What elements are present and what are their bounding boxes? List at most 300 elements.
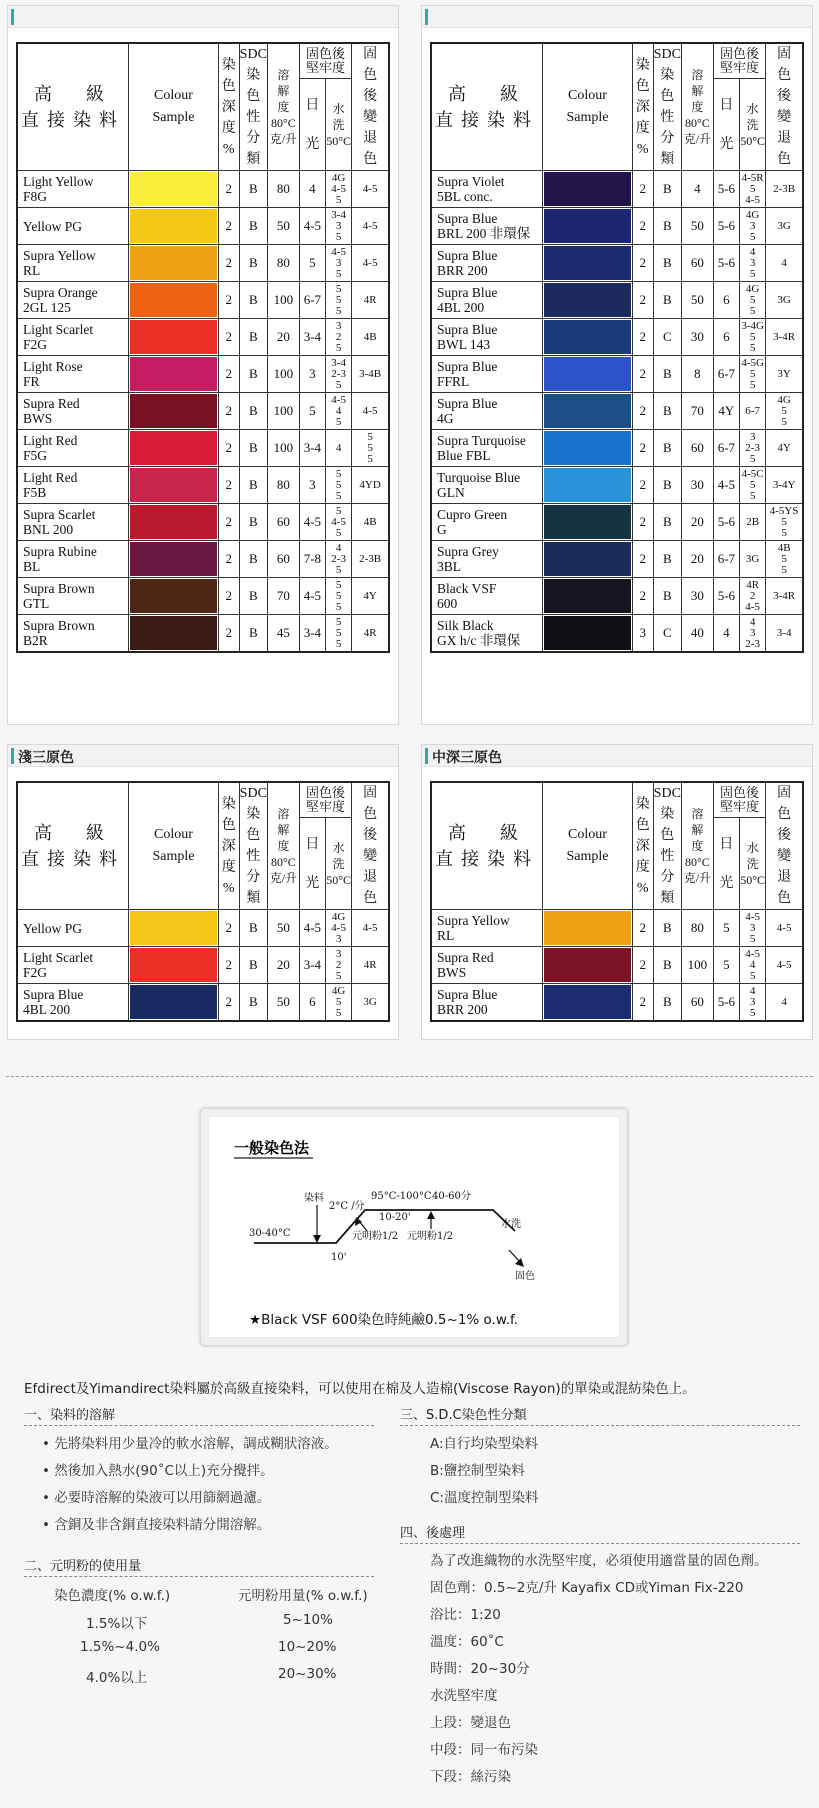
fade-value — [766, 467, 803, 504]
colour-swatch — [543, 319, 633, 356]
colour-swatch — [543, 430, 633, 467]
s4-line: 浴比：1:20 — [430, 1607, 501, 1623]
sdc-value: B — [653, 947, 681, 984]
value-line: 5 — [367, 430, 373, 443]
header-text: 性 — [660, 849, 675, 864]
panel-bar — [8, 745, 398, 767]
value-line: 3G — [745, 552, 760, 565]
depth-value: 2 — [632, 984, 653, 1022]
section-1-title: 一、染料的溶解 — [24, 1404, 374, 1426]
sdc-value: B — [239, 984, 267, 1022]
header-text: 光 — [719, 136, 734, 152]
depth-value: 3 — [632, 615, 653, 653]
header-text: 色 — [246, 89, 261, 104]
header-text: % — [222, 141, 235, 157]
solubility-value: 80 — [682, 910, 714, 947]
dye-name — [17, 615, 129, 653]
table-row — [17, 504, 389, 541]
value-line: B2R — [23, 633, 48, 648]
light-fastness-value: 5-6 — [713, 984, 739, 1022]
colour-swatch — [543, 504, 633, 541]
value-line: F5B — [23, 485, 47, 500]
header-text: 變 — [363, 849, 378, 864]
value-line: FFRL — [437, 374, 470, 389]
value-line: 3 — [749, 921, 756, 934]
value-line: 4G — [331, 910, 346, 923]
sdc-value: B — [653, 171, 681, 208]
dye-name — [431, 541, 543, 578]
header-text: 度 — [635, 120, 650, 136]
dye-name — [431, 208, 543, 245]
value-line: 4Y — [363, 589, 377, 602]
header-text: 色 — [777, 807, 792, 822]
value-line: 4-5 — [362, 404, 378, 417]
label-salt-2: 元明粉1/2 — [407, 1231, 454, 1242]
light-fastness-value: 5-6 — [713, 578, 739, 615]
value-line: 3 — [749, 219, 756, 232]
header-dye-name: 高 級 直接染料 — [431, 43, 543, 171]
solubility-value: 100 — [268, 356, 300, 393]
header-fade — [766, 43, 803, 171]
dye-name — [17, 245, 129, 282]
fade-value — [766, 910, 803, 947]
value-line: F2G — [23, 337, 48, 352]
value-line: 4Y — [777, 441, 791, 454]
value-line: Supra Grey — [437, 544, 499, 559]
sdc-value: B — [239, 578, 267, 615]
sdc-value: B — [239, 319, 267, 356]
solubility-value: 30 — [682, 467, 714, 504]
value-line: Light Red — [23, 470, 78, 485]
value-line: 4-5 — [331, 921, 346, 934]
header-text: 性 — [246, 849, 261, 864]
header-text: 退 — [363, 870, 378, 885]
dye-name — [17, 947, 129, 984]
value-line: 3 — [335, 219, 342, 232]
value-line: 4-5 — [776, 958, 792, 971]
value-line: 3 — [749, 995, 756, 1008]
fade-value — [352, 615, 389, 653]
s4-line: 時間：20~30分 — [430, 1661, 530, 1677]
header-text: % — [636, 880, 649, 896]
dye-name — [431, 245, 543, 282]
dye-table — [16, 42, 390, 653]
fade-value — [766, 171, 803, 208]
s4-line: 為了改進織物的水洗堅牢度，必須使用適當量的固色劑。 — [430, 1553, 768, 1569]
header-text: SDC — [653, 786, 681, 801]
s1-item: • 然後加入熱水(90˚C以上)充分攪拌。 — [42, 1463, 274, 1479]
header-text: 色 — [635, 817, 650, 833]
sdc-value: B — [239, 245, 267, 282]
table-row — [431, 504, 803, 541]
value-line: 2 — [335, 958, 342, 971]
header-fastness: 固色後堅牢度 — [713, 782, 766, 818]
wash-fastness-value — [739, 245, 765, 282]
header-text: 解 — [277, 823, 290, 837]
value-line: 5 — [781, 526, 787, 539]
value-line: 4-5YS — [769, 504, 799, 517]
value-line: 4 — [749, 958, 756, 971]
solubility-value: 60 — [682, 984, 714, 1022]
light-fastness-value: 4-5 — [299, 504, 325, 541]
header-text: 後 — [363, 89, 378, 104]
colour-swatch — [543, 615, 633, 653]
s2-cell: 5~10% — [283, 1612, 333, 1628]
table-row — [431, 984, 803, 1022]
value-line: 3 — [335, 932, 342, 945]
colour-swatch — [129, 208, 219, 245]
value-line: 4YD — [359, 478, 381, 491]
fade-value — [766, 393, 803, 430]
light-fastness-value: 6 — [713, 319, 739, 356]
header-depth — [218, 782, 239, 910]
panel-bar — [8, 6, 398, 28]
value-line: 3Y — [777, 367, 791, 380]
value-line: Light Red — [23, 433, 78, 448]
fade-value — [352, 984, 389, 1022]
header-text: 50°C — [740, 133, 766, 148]
header-light — [299, 818, 325, 910]
table-row — [17, 430, 389, 467]
table-panel-high-grade-2 — [421, 5, 813, 725]
table-row — [431, 578, 803, 615]
value-line: Supra Blue — [437, 285, 498, 300]
value-line: 5 — [749, 378, 756, 391]
fade-value — [766, 984, 803, 1022]
depth-value: 2 — [632, 910, 653, 947]
header-light — [713, 818, 739, 910]
light-fastness-value: 6-7 — [713, 541, 739, 578]
label-temp-start: 30-40°C — [249, 1228, 291, 1239]
colour-swatch — [129, 282, 219, 319]
header-wash — [739, 79, 765, 171]
sdc-value: B — [239, 615, 267, 653]
solubility-value: 45 — [268, 615, 300, 653]
header-text: SDC — [239, 786, 267, 801]
solubility-value: 50 — [268, 910, 300, 947]
header-text: 克/升 — [269, 132, 298, 146]
header-text: % — [636, 141, 649, 157]
value-line: 5 — [781, 404, 787, 417]
s2-cell: 20~30% — [278, 1666, 337, 1682]
depth-value: 2 — [632, 245, 653, 282]
value-line: 4 — [749, 984, 756, 997]
header-light — [299, 79, 325, 171]
value-line: 4BL 200 — [23, 1002, 71, 1017]
section-4-title: 四、後處理 — [400, 1522, 800, 1544]
sdc-value: B — [653, 467, 681, 504]
header-text: 深 — [221, 838, 236, 854]
header-text: 日 — [305, 97, 320, 113]
value-line: BRL 200 非環保 — [437, 226, 531, 241]
wash-fastness-value — [325, 615, 351, 653]
value-line: Light Scarlet — [23, 950, 94, 965]
header-text: 解 — [691, 823, 704, 837]
value-line: BWS — [437, 965, 467, 980]
wash-fastness-value — [739, 208, 765, 245]
light-fastness-value: 6 — [299, 984, 325, 1022]
sdc-value: B — [653, 541, 681, 578]
colour-swatch — [543, 245, 633, 282]
dyeing-process-inner — [208, 1116, 620, 1338]
header-text: 後 — [363, 828, 378, 843]
value-line: 4 — [335, 441, 342, 454]
dye-name — [431, 282, 543, 319]
header-text: 色 — [363, 152, 378, 167]
wash-fastness-value — [325, 910, 351, 947]
dye-table — [430, 42, 804, 653]
table-row — [431, 282, 803, 319]
solubility-value: 50 — [268, 208, 300, 245]
light-fastness-value: 5 — [299, 245, 325, 282]
dye-arrow-head — [313, 1235, 321, 1243]
header-text: 80°C — [270, 116, 296, 130]
s2-header: 元明粉用量(% o.w.f.) — [238, 1588, 368, 1604]
colour-swatch — [129, 467, 219, 504]
header-text: 染 — [635, 796, 650, 812]
label-rate: 2°C /分 — [329, 1201, 365, 1212]
value-line: Yellow PG — [23, 218, 83, 234]
header-text: 變 — [777, 110, 792, 125]
fade-value — [766, 319, 803, 356]
value-line: 4-5 — [331, 515, 346, 528]
value-line: 5 — [335, 304, 342, 317]
colour-swatch — [543, 467, 633, 504]
header-text: 分 — [246, 870, 261, 885]
header-solubility — [268, 43, 300, 171]
sdc-value: B — [239, 282, 267, 319]
value-line: 2-3 — [331, 367, 346, 380]
value-line: 2-3 — [745, 441, 760, 454]
header-text: 分 — [660, 131, 675, 146]
value-line: 4-5 — [745, 910, 760, 923]
value-line: F2G — [23, 965, 48, 980]
value-line: Supra Scarlet — [23, 507, 96, 522]
light-fastness-value: 3-4 — [299, 615, 325, 653]
panel-bar — [422, 745, 812, 767]
header-text: 度 — [221, 120, 236, 136]
value-line: 3G — [363, 995, 377, 1008]
value-line: 5 — [749, 1006, 756, 1019]
value-line: G — [437, 522, 447, 537]
fade-value — [766, 615, 803, 653]
header-text: 退 — [777, 131, 792, 146]
header-text: 解 — [691, 84, 704, 98]
wash-fastness-value — [325, 504, 351, 541]
value-line: 5 — [749, 452, 756, 465]
table-row — [431, 356, 803, 393]
header-wash — [325, 79, 351, 171]
sdc-value: B — [653, 430, 681, 467]
sdc-value: B — [239, 467, 267, 504]
wash-fastness-value — [739, 541, 765, 578]
header-text: 染 — [660, 807, 675, 822]
value-line: 5 — [749, 182, 756, 195]
panel-title: 中深三原色 — [432, 750, 502, 766]
header-text: % — [222, 880, 235, 896]
depth-value: 2 — [218, 467, 239, 504]
header-text: 染 — [221, 57, 236, 73]
value-line: 4G — [745, 282, 760, 295]
s2-header: 染色濃度(% o.w.f.) — [54, 1588, 171, 1604]
header-text: 色 — [777, 152, 792, 167]
table-row — [431, 615, 803, 653]
wash-fastness-value — [325, 319, 351, 356]
header-text: 染 — [246, 68, 261, 83]
depth-value: 2 — [632, 171, 653, 208]
section-2-title: 二、元明粉的使用量 — [24, 1555, 374, 1577]
value-line: 5 — [749, 293, 756, 306]
value-line: 5 — [335, 589, 342, 602]
value-line: 3G — [777, 219, 791, 232]
table-row — [431, 208, 803, 245]
light-fastness-value: 7-8 — [299, 541, 325, 578]
header-text: 克/升 — [683, 871, 712, 885]
table-row — [431, 245, 803, 282]
colour-swatch — [129, 356, 219, 393]
sdc-value: B — [239, 430, 267, 467]
table-row — [431, 319, 803, 356]
salt2-arrow-head — [427, 1211, 435, 1219]
fade-value — [352, 356, 389, 393]
value-line: 2 — [335, 330, 342, 343]
header-text: 固 — [363, 786, 378, 801]
wash-fastness-value — [325, 208, 351, 245]
value-line: 4-5R — [741, 171, 764, 184]
value-line: 5 — [335, 489, 342, 502]
header-text: 色 — [777, 68, 792, 83]
dye-name — [17, 356, 129, 393]
header-text: 染 — [635, 57, 650, 73]
colour-swatch — [129, 504, 219, 541]
header-text: 50°C — [740, 872, 766, 887]
header-text: SDC — [653, 47, 681, 62]
value-line: Cupro Green — [437, 507, 508, 522]
sdc-value: B — [239, 393, 267, 430]
wash-fastness-value — [325, 984, 351, 1022]
header-text: 克/升 — [269, 871, 298, 885]
colour-swatch — [129, 245, 219, 282]
value-line: BRR 200 — [437, 263, 488, 278]
sdc-value: B — [653, 984, 681, 1022]
dyeing-process-box — [200, 1108, 628, 1346]
value-line: Supra Rubine — [23, 544, 97, 559]
header-text: 色 — [363, 807, 378, 822]
header-text: 色 — [660, 828, 675, 843]
s3-item: C:溫度控制型染料 — [430, 1490, 539, 1506]
value-line: BRR 200 — [437, 1002, 488, 1017]
light-fastness-value: 4Y — [713, 393, 739, 430]
header-wash — [739, 818, 765, 910]
header-fastness: 固色後堅牢度 — [299, 43, 352, 79]
value-line: Light Rose — [23, 359, 83, 374]
fade-value — [766, 356, 803, 393]
label-duration: 40-60分 — [432, 1191, 471, 1202]
dye-name — [17, 578, 129, 615]
depth-value: 2 — [632, 947, 653, 984]
value-line: 4-5 — [331, 393, 346, 406]
sdc-value: B — [653, 910, 681, 947]
value-line: Supra Blue — [437, 248, 498, 263]
s4-line: 固色劑：0.5~2克/升 Kayafix CD或Yiman Fix-220 — [430, 1580, 744, 1596]
light-fastness-value: 5 — [713, 910, 739, 947]
light-fastness-value: 5-6 — [713, 208, 739, 245]
header-text: 光 — [305, 875, 320, 891]
value-line: 4 — [781, 995, 787, 1008]
value-line: 5 — [749, 330, 756, 343]
value-line: 4-5 — [362, 256, 378, 269]
depth-value: 2 — [218, 910, 239, 947]
sdc-value: C — [653, 615, 681, 653]
value-line: 5 — [335, 415, 342, 428]
wash-fastness-value — [325, 541, 351, 578]
header-text: 固 — [777, 786, 792, 801]
colour-swatch — [129, 947, 219, 984]
header-text: 溶 — [277, 68, 290, 82]
value-line: 5 — [335, 478, 342, 491]
header-text: 分 — [660, 870, 675, 885]
depth-value: 2 — [218, 984, 239, 1022]
light-fastness-value: 4-5 — [713, 467, 739, 504]
table-row — [17, 171, 389, 208]
s3-item: B:鹽控制型染料 — [430, 1463, 525, 1479]
value-line: 5 — [335, 615, 342, 628]
fade-value — [352, 504, 389, 541]
value-line: BNL 200 — [23, 522, 74, 537]
header-text: 類 — [246, 891, 261, 906]
colour-swatch — [543, 171, 633, 208]
value-line: 5 — [367, 441, 373, 454]
header-sdc — [239, 782, 267, 910]
solubility-value: 100 — [268, 393, 300, 430]
dye-name — [17, 504, 129, 541]
depth-value: 2 — [632, 430, 653, 467]
light-fastness-value: 5 — [299, 393, 325, 430]
header-text: 色 — [635, 78, 650, 94]
value-line: GLN — [437, 485, 465, 500]
value-line: 4R — [746, 578, 760, 591]
sdc-value: B — [239, 504, 267, 541]
colour-swatch — [543, 910, 633, 947]
value-line: 600 — [437, 596, 458, 611]
value-line: Supra Blue — [437, 396, 498, 411]
table-row — [431, 430, 803, 467]
table-row — [17, 947, 389, 984]
header-text: 解 — [277, 84, 290, 98]
value-line: 5 — [749, 969, 756, 982]
panel-title: 淺三原色 — [18, 750, 74, 766]
depth-value: 2 — [218, 282, 239, 319]
dye-name — [431, 319, 543, 356]
value-line: 2-3B — [359, 552, 382, 565]
header-fade — [766, 782, 803, 910]
value-line: 5 — [335, 969, 342, 982]
header-text: 水 — [332, 840, 345, 855]
dye-name — [431, 430, 543, 467]
value-line: Supra Violet — [437, 174, 505, 189]
fade-value — [352, 171, 389, 208]
sdc-value: B — [239, 208, 267, 245]
header-sdc — [239, 43, 267, 171]
label-fix: 固色 — [515, 1271, 535, 1282]
depth-value: 2 — [632, 541, 653, 578]
value-line: 5 — [749, 341, 756, 354]
table-panel-high-grade-1 — [7, 5, 399, 725]
light-fastness-value: 5-6 — [713, 171, 739, 208]
value-line: 4R — [363, 958, 377, 971]
value-line: 3 — [749, 430, 756, 443]
light-fastness-value: 4-5 — [299, 578, 325, 615]
